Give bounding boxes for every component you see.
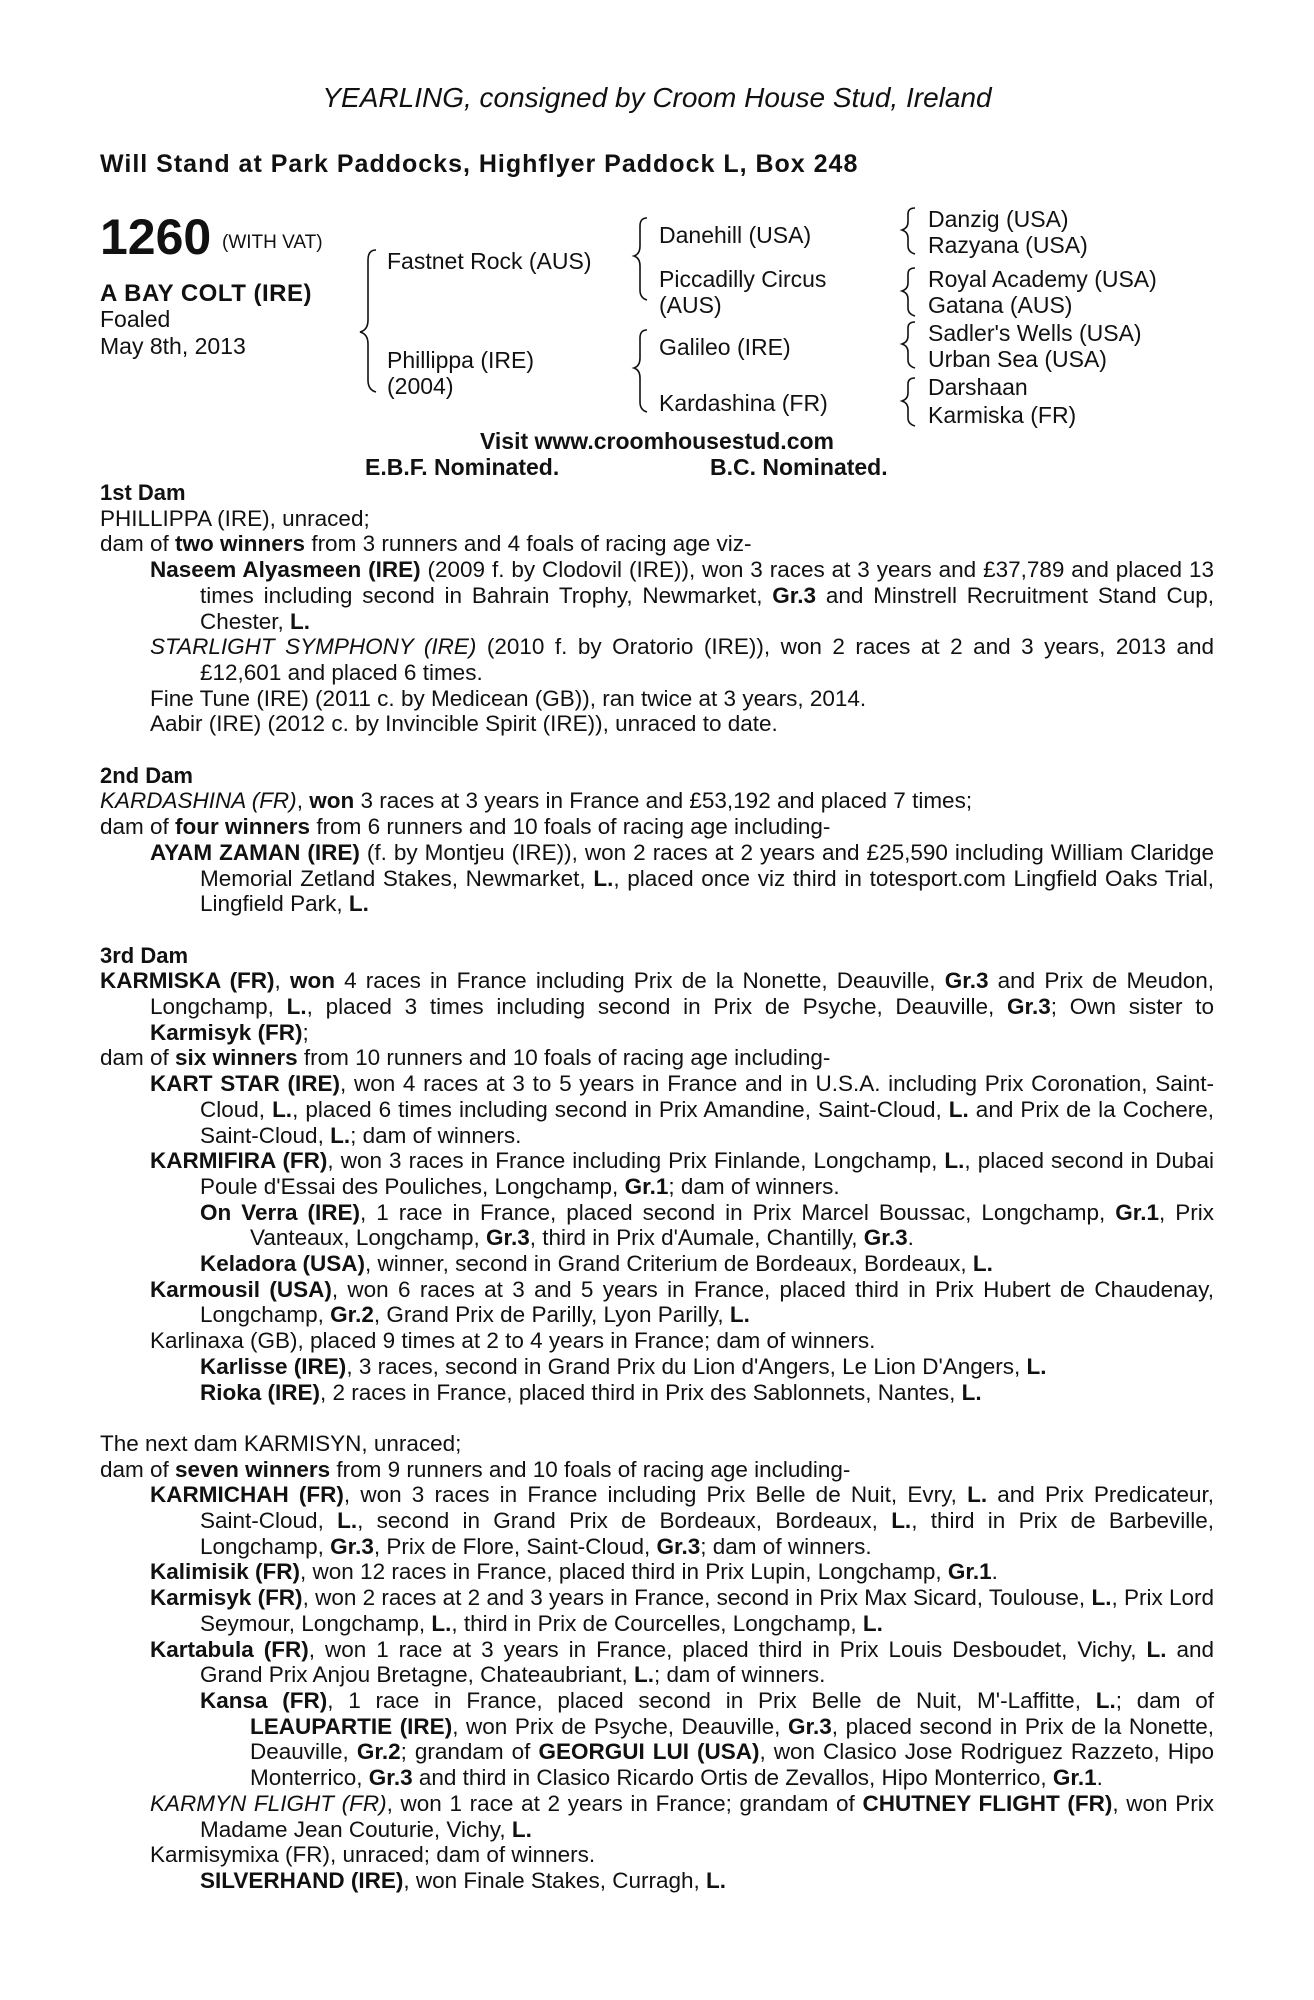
list-item: Kansa (FR), 1 race in France, placed second in Prix Belle de Nuit, M'-Laffitte, L.; dam of LEAUPARTIE (IRE), won Prix de Psyche, Deauville, Gr.3, placed second in Prix de la Nonette, Deauville, Gr.2; grandam of GEORGUI LUI (USA), won Clasico Jose Rodriguez Razzeto, Hipo Monterrico, Gr.3 and third in Clasico Ricardo Ortis de Zevallos, Hipo Monterrico, Gr.1. xyxy=(200,1688,1214,1791)
second-dam-heading: 2nd Dam xyxy=(100,762,193,788)
second-dam-produce: dam of four winners from 6 runners and 10 foals of racing age including- xyxy=(100,814,831,840)
list-item: SILVERHAND (IRE), won Finale Stakes, Curragh, L. xyxy=(200,1867,726,1893)
great-granddam-2: Gatana (AUS) xyxy=(928,292,1073,318)
horse-name: A BAY COLT (IRE) xyxy=(100,280,313,307)
great-granddam-3: Urban Sea (USA) xyxy=(928,346,1107,372)
list-item: Karlinaxa (GB), placed 9 times at 2 to 4 years in France; dam of winners. xyxy=(150,1328,876,1354)
grandsire-1: Danehill (USA) xyxy=(659,222,812,248)
list-item: Aabir (IRE) (2012 c. by Invincible Spirit (IRE)), unraced to date. xyxy=(150,711,778,737)
foaled-label: Foaled xyxy=(100,306,171,332)
list-item: Karlisse (IRE), 3 races, second in Grand Prix du Lion d'Angers, Le Lion D'Angers, L. xyxy=(200,1353,1047,1379)
granddam-1: Piccadilly Circus xyxy=(659,266,827,292)
great-grandsire-2: Royal Academy (USA) xyxy=(928,266,1157,292)
list-item: Fine Tune (IRE) (2011 c. by Medicean (GB)), ran twice at 3 years, 2014. xyxy=(150,685,867,711)
list-item: Karmousil (USA), won 6 races at 3 and 5 years in France, placed third in Prix Hubert de Chaudenay, Longchamp, Gr.2, Grand Prix de Parilly, Lyon Parilly, L. xyxy=(150,1276,1214,1328)
list-item: STARLIGHT SYMPHONY (IRE) (2010 f. by Oratorio (IRE)), won 2 races at 2 and 3 years, 2013 and £12,601 and placed 6 times. xyxy=(150,634,1214,685)
ebf-nominated: E.B.F. Nominated. xyxy=(365,454,560,480)
great-granddam-4: Karmiska (FR) xyxy=(928,402,1077,428)
list-item: Rioka (IRE), 2 races in France, placed third in Prix des Sablonnets, Nantes, L. xyxy=(200,1379,982,1405)
list-item: KARMYN FLIGHT (FR), won 1 race at 2 years in France; grandam of CHUTNEY FLIGHT (FR), won Prix Madame Jean Couturie, Vichy, L. xyxy=(150,1790,1214,1842)
list-item: AYAM ZAMAN (IRE) (f. by Montjeu (IRE)), won 2 races at 2 years and £25,590 including William Claridge Memorial Zetland Stakes, Newmarket, L., placed once viz third in totesport.com Lingfield Oaks Trial, Lingfield Park, L. xyxy=(150,839,1215,917)
third-dam-produce: dam of six winners from 10 runners and 10 foals of racing age including- xyxy=(100,1045,831,1071)
list-item: Naseem Alyasmeen (IRE) (2009 f. by Clodovil (IRE)), won 3 races at 3 years and £37,789 and placed 13 times including second in Bahrain Trophy, Newmarket, Gr.3 and Minstrell Recruitment Stand Cup, Chester, L. xyxy=(150,557,1214,634)
great-grandsire-4: Darshaan xyxy=(928,374,1028,400)
great-grandsire-3: Sadler's Wells (USA) xyxy=(928,320,1142,346)
lot-number: 1260 xyxy=(100,209,212,265)
list-item: On Verra (IRE), 1 race in France, placed second in Prix Marcel Boussac, Longchamp, Gr.1, Prix Vanteaux, Longchamp, Gr.3, third in Prix d'Aumale, Chantilly, Gr.3. xyxy=(200,1199,1215,1251)
catalogue-body xyxy=(100,480,1214,1894)
list-item: Kartabula (FR), won 1 race at 3 years in France, placed third in Prix Louis Desboudet, Vichy, L. and Grand Prix Anjou Bretagne, Chateaubriant, L.; dam of winners. xyxy=(150,1636,1214,1688)
foaled-date: May 8th, 2013 xyxy=(100,333,246,359)
page-title: YEARLING, consigned by Croom House Stud, Ireland xyxy=(322,82,992,113)
grandsire-2: Galileo (IRE) xyxy=(659,334,791,360)
granddam-1-country: (AUS) xyxy=(659,292,722,318)
next-dam-produce: dam of seven winners from 9 runners and 10 foals of racing age including- xyxy=(100,1456,851,1482)
stand-location: Will Stand at Park Paddocks, Highflyer Paddock L, Box 248 xyxy=(100,150,859,178)
first-dam-entry: PHILLIPPA (IRE), unraced; xyxy=(100,505,370,531)
list-item: KART STAR (IRE), won 4 races at 3 to 5 years in France and in U.S.A. including Prix Coronation, Saint-Cloud, L., placed 6 times including second in Prix Amandine, Saint-Cloud, L. and Prix de la Cochere, Saint-Cloud, L.; dam of winners. xyxy=(150,1071,1214,1148)
second-dam-entry: KARDASHINA (FR), won 3 races at 3 years in France and £53,192 and placed 7 times; xyxy=(100,788,973,814)
third-dam-entry: KARMISKA (FR), won 4 races in France including Prix de la Nonette, Deauville, Gr.3 and Prix de Meudon, Longchamp, L., placed 3 times including second in Prix de Psyche, Deauville, Gr.3; Own sister to Karmisyk (FR); xyxy=(100,968,1215,1045)
granddam-2: Kardashina (FR) xyxy=(659,390,828,416)
sire-name: Fastnet Rock (AUS) xyxy=(387,248,592,274)
list-item: Karmisymixa (FR), unraced; dam of winners. xyxy=(150,1842,596,1868)
bc-nominated: B.C. Nominated. xyxy=(710,454,888,480)
dam-name: Phillippa (IRE) xyxy=(387,347,534,373)
list-item: Karmisyk (FR), won 2 races at 2 and 3 years in France, second in Prix Max Sicard, Toulouse, L., Prix Lord Seymour, Longchamp, L., third in Prix de Courcelles, Longchamp, L. xyxy=(150,1585,1215,1636)
dam-year: (2004) xyxy=(387,373,454,399)
website-line: Visit www.croomhousestud.com xyxy=(479,428,834,454)
great-granddam-1: Razyana (USA) xyxy=(928,232,1088,258)
great-grandsire-1: Danzig (USA) xyxy=(928,206,1069,232)
list-item: Keladora (USA), winner, second in Grand Criterium de Bordeaux, Bordeaux, L. xyxy=(200,1251,993,1277)
pedigree-braces xyxy=(0,0,1314,440)
first-dam-heading: 1st Dam xyxy=(100,480,186,505)
first-dam-produce: dam of two winners from 3 runners and 4 foals of racing age viz- xyxy=(100,531,752,557)
list-item: KARMICHAH (FR), won 3 races in France including Prix Belle de Nuit, Evry, L. and Prix Predicateur, Saint-Cloud, L., second in Grand Prix de Bordeaux, Bordeaux, L., third in Prix de Barbeville, Longchamp, Gr.3, Prix de Flore, Saint-Cloud, Gr.3; dam of winners. xyxy=(150,1482,1214,1559)
third-dam-heading: 3rd Dam xyxy=(100,942,189,968)
vat-label: (WITH VAT) xyxy=(222,232,323,253)
list-item: Kalimisik (FR), won 12 races in France, placed third in Prix Lupin, Longchamp, Gr.1. xyxy=(150,1559,998,1585)
next-dam-entry: The next dam KARMISYN, unraced; xyxy=(100,1430,462,1456)
list-item: KARMIFIRA (FR), won 3 races in France including Prix Finlande, Longchamp, L., placed second in Dubai Poule d'Essai des Pouliches, Longchamp, Gr.1; dam of winners. xyxy=(150,1148,1214,1199)
